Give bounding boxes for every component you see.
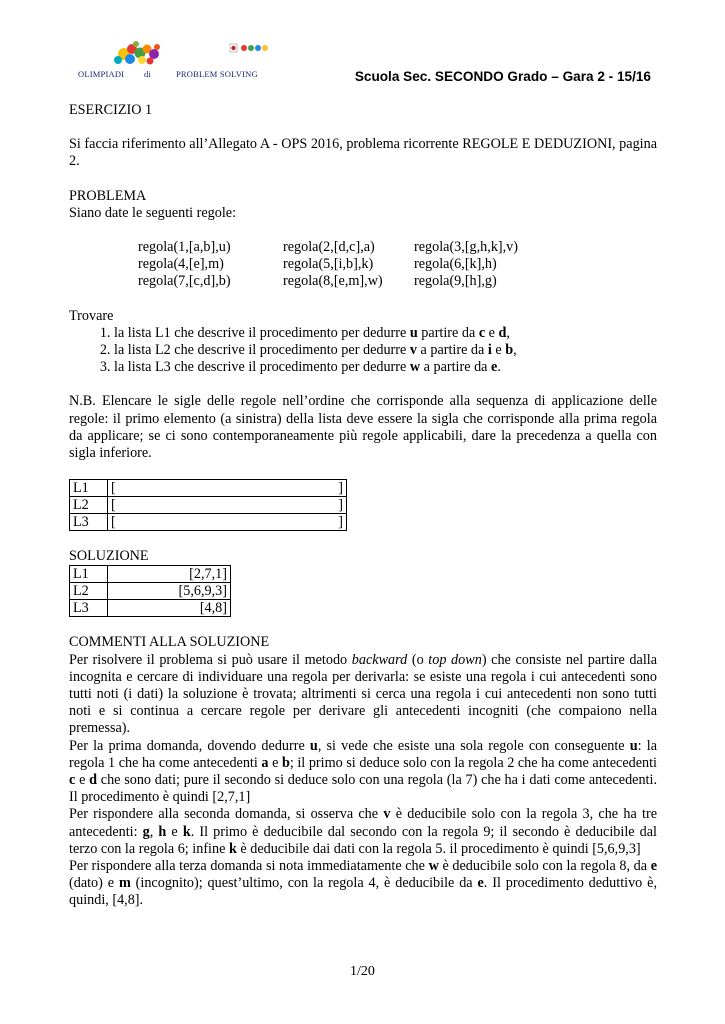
answer-cell[interactable]: [ ]	[108, 514, 347, 531]
table-row	[70, 497, 347, 514]
rules-row	[138, 239, 657, 256]
logo-text-left: OLIMPIADI	[78, 69, 125, 79]
solution-value: [4,8]	[108, 600, 231, 617]
comments-heading: COMMENTI ALLA SOLUZIONE	[69, 634, 270, 651]
rule: regola(6,[k],h)	[414, 256, 497, 273]
page-number: 1/20	[350, 964, 375, 979]
solution-table	[69, 565, 231, 617]
nb-text: N.B. Elencare le sigle delle regole nell’ordine che corrisponde alla sequenza di applicazione delle regole: il primo elemento (a sinistra) della lista deve essere la sigla che corrisponde alla prima regola da applicare; se ci sono contemporaneamente più regole applicabili, dare la precedenza a quella con sigla inferiore.	[69, 393, 657, 461]
header-title: Scuola Sec. SECONDO Grado – Gara 2 - 15/16	[354, 69, 651, 84]
task-list	[69, 325, 657, 377]
list-item: 2. la lista L2 che descrive il procedimento per dedurre v a partire da i e b,	[114, 342, 657, 359]
row-label: L1	[70, 566, 108, 583]
table-row	[70, 514, 347, 531]
rule: regola(4,[e],m)	[138, 256, 224, 273]
list-item: 1. la lista L1 che descrive il procedimento per dedurre u partire da c e d,	[114, 325, 657, 342]
rules-grid	[138, 239, 657, 291]
solution-value: [5,6,9,3]	[108, 583, 231, 600]
rule: regola(2,[d,c],a)	[283, 239, 375, 256]
table-row	[70, 600, 231, 617]
row-label: L2	[70, 497, 108, 514]
page-content	[69, 102, 657, 910]
rule: regola(3,[g,h,k],v)	[414, 239, 519, 256]
logo-text-right: PROBLEM SOLVING	[176, 69, 258, 79]
solution-value: [2,7,1]	[108, 566, 231, 583]
problem-heading: PROBLEMA	[69, 187, 147, 204]
answer-table	[69, 479, 347, 531]
table-row	[70, 480, 347, 497]
problem-text: Siano date le seguenti regole:	[69, 204, 237, 221]
comment-paragraph: Per la prima domanda, dovendo dedurre u, si vede che esiste una sola regole con conseguente u: la regola 1 che ha come antecedenti a e b; il primo si deduce solo con la regola 2 che ha come antecedenti c e d che sono dati; pure il secondo si deduce solo con una regola (la 7) che ha i dati come antecedenti. Il procedimento è quindi [2,7,1]	[69, 737, 657, 806]
rule: regola(5,[i,b],k)	[283, 256, 374, 273]
logo-text-mid: di	[144, 69, 152, 79]
olimpiadi-logo	[72, 40, 277, 84]
comment-paragraph: Per rispondere alla terza domanda si nota immediatamente che w è deducibile solo con la regola 8, da e (dato) e m (incognito); quest’ultimo, con la regola 4, è deducibile da e. Il procedimento deduttivo è, quindi, [4,8].	[69, 858, 657, 909]
rule: regola(8,[e,m],w)	[283, 273, 383, 290]
solution-heading: SOLUZIONE	[69, 548, 149, 565]
rule: regola(9,[h],g)	[414, 273, 497, 290]
comment-paragraph: Per risolvere il problema si può usare il metodo backward (o top down) che consiste nel partire dalla incognita e cercare di individuare una regola per derivarla: se esiste una regola i cui antecedenti sono tutti noti (i dati) la soluzione è trovata; altrimenti si cerca una regola i cui antecedenti non sono tutti noti e si continua a cercare regole per derivare gli antecedenti incogniti (che compaiono nella premessa).	[69, 651, 657, 737]
rule: regola(1,[a,b],u)	[138, 239, 231, 256]
answer-cell[interactable]: [ ]	[108, 480, 347, 497]
list-item: 3. la lista L3 che descrive il procedimento per dedurre w a partire da e.	[114, 359, 657, 376]
row-label: L3	[70, 600, 108, 617]
table-row	[70, 583, 231, 600]
find-heading: Trovare	[69, 307, 114, 324]
answer-cell[interactable]: [ ]	[108, 497, 347, 514]
row-label: L3	[70, 514, 108, 531]
rules-row	[138, 256, 657, 273]
rules-row	[138, 273, 657, 290]
row-label: L1	[70, 480, 108, 497]
rule: regola(7,[c,d],b)	[138, 273, 231, 290]
exercise-title: ESERCIZIO 1	[69, 102, 153, 118]
row-label: L2	[70, 583, 108, 600]
intro-text: Si faccia riferimento all’Allegato A - OPS 2016, problema ricorrente REGOLE E DEDUZIONI, pagina 2.	[69, 136, 657, 170]
comment-paragraph: Per rispondere alla seconda domanda, si osserva che v è deducibile solo con la regola 3, che ha tre antecedenti: g, h e k. Il primo è deducibile dal secondo con la regola 9; il secondo è deducibile dal terzo con la regola 6; infine k è deducibile dai dati con la regola 5. il procedimento è quindi [5,6,9,3]	[69, 806, 658, 857]
table-row	[70, 566, 231, 583]
